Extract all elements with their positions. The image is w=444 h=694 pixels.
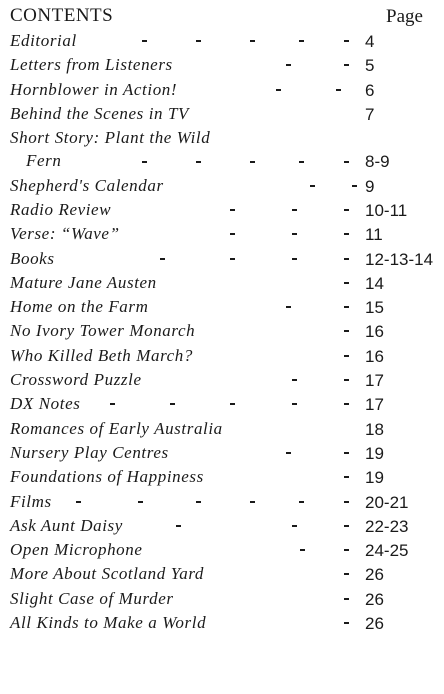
leader-dash xyxy=(230,209,235,211)
leader-dash xyxy=(310,185,315,187)
leader-dash xyxy=(344,403,349,405)
leader-dash xyxy=(344,622,349,624)
leader-dash xyxy=(230,258,235,260)
toc-entry-title: Who Killed Beth March? xyxy=(10,345,194,365)
toc-entry xyxy=(10,392,440,416)
toc-entry xyxy=(10,247,440,271)
leader-dash xyxy=(344,40,349,42)
leader-dash xyxy=(344,306,349,308)
contents-heading: CONTENTS xyxy=(10,5,114,26)
leader-dash xyxy=(160,258,165,260)
toc-entry-pages: 4 xyxy=(365,32,375,51)
toc-entry xyxy=(10,441,440,465)
toc-entry-title: Foundations of Happiness xyxy=(10,467,204,487)
leader-dash xyxy=(76,501,81,503)
toc-entry xyxy=(10,562,440,586)
page-column-heading: Page xyxy=(386,6,423,27)
toc-entry-title: No Ivory Tower Monarch xyxy=(10,321,196,341)
leader-dash xyxy=(138,501,143,503)
toc-entry-title: Nursery Play Centres xyxy=(10,442,169,462)
leader-dash xyxy=(292,379,297,381)
table-of-contents xyxy=(10,29,440,635)
leader-dash xyxy=(344,282,349,284)
leader-dash xyxy=(300,549,305,551)
toc-entry-pages: 18 xyxy=(365,419,384,439)
leader-dash xyxy=(286,452,291,454)
toc-entry xyxy=(10,222,440,246)
toc-entry xyxy=(10,368,440,392)
toc-entry-title: Crossword Puzzle xyxy=(10,370,142,390)
leader-dash xyxy=(344,379,349,381)
toc-entry xyxy=(10,417,440,441)
toc-entry-title: Radio Review xyxy=(10,199,112,219)
leader-dash xyxy=(344,161,349,163)
toc-entry-title: Open Microphone xyxy=(10,540,143,560)
toc-entry-title: Verse: “Wave” xyxy=(10,224,120,244)
toc-entry xyxy=(10,102,440,126)
leader-dash xyxy=(250,501,255,503)
toc-entry xyxy=(10,78,440,102)
leader-dash xyxy=(292,258,297,260)
leader-dash xyxy=(292,233,297,235)
toc-entry-pages: 16 xyxy=(365,346,384,366)
toc-entry-pages: 22-23 xyxy=(365,516,409,536)
toc-entry xyxy=(10,29,440,53)
leader-dash xyxy=(292,209,297,211)
toc-entry-title: Letters from Listeners xyxy=(10,55,173,75)
toc-entry xyxy=(10,538,440,562)
leader-dash xyxy=(344,501,349,503)
toc-entry-pages: 14 xyxy=(365,273,384,293)
toc-entry-pages: 6 xyxy=(365,80,375,100)
toc-entry xyxy=(10,198,440,222)
toc-entry-title: Slight Case of Murder xyxy=(10,588,174,608)
leader-dash xyxy=(344,233,349,235)
toc-entry-pages: 10-11 xyxy=(365,200,408,220)
toc-entry xyxy=(10,295,440,319)
leader-dash xyxy=(176,525,181,527)
leader-dash xyxy=(299,161,304,163)
toc-entry-title: More About Scotland Yard xyxy=(10,564,205,584)
leader-dash xyxy=(336,89,341,91)
leader-dash xyxy=(230,233,235,235)
toc-entry-title: Mature Jane Austen xyxy=(10,272,157,292)
toc-entry-pages: 24-25 xyxy=(365,541,409,561)
toc-entry xyxy=(10,344,440,368)
toc-entry-title: DX Notes xyxy=(10,394,81,414)
toc-entry-pages: 8-9 xyxy=(365,152,390,172)
leader-dash xyxy=(250,161,255,163)
toc-entry-title: Hornblower in Action! xyxy=(10,79,178,99)
leader-dash xyxy=(344,598,349,600)
toc-entry-pages: 11 xyxy=(365,225,383,245)
leader-dash xyxy=(344,549,349,551)
toc-entry-title: Books xyxy=(10,248,55,268)
toc-entry-pages: 17 xyxy=(365,371,384,391)
toc-entry-pages: 26 xyxy=(365,589,384,609)
leader-dash xyxy=(344,452,349,454)
toc-entry-pages: 19 xyxy=(365,468,384,488)
leader-dash xyxy=(344,355,349,357)
toc-entry-title: Shepherd's Calendar xyxy=(10,175,164,195)
leader-dash xyxy=(299,40,304,42)
toc-entry xyxy=(10,126,440,174)
toc-entry-pages: 5 xyxy=(365,56,375,76)
toc-entry-pages: 20-21 xyxy=(365,492,409,512)
leader-dash xyxy=(292,525,297,527)
toc-entry xyxy=(10,174,440,198)
leader-dash xyxy=(344,258,349,260)
toc-entry-title xyxy=(10,126,210,172)
leader-dash xyxy=(196,40,201,42)
leader-dash xyxy=(196,501,201,503)
leader-dash xyxy=(286,306,291,308)
toc-entry xyxy=(10,319,440,343)
toc-entry-pages: 16 xyxy=(365,322,384,342)
leader-dash xyxy=(170,403,175,405)
leader-dash xyxy=(344,330,349,332)
leader-dash xyxy=(196,161,201,163)
toc-entry xyxy=(10,271,440,295)
leader-dash xyxy=(142,161,147,163)
toc-entry xyxy=(10,514,440,538)
leader-dash xyxy=(344,209,349,211)
leader-dash xyxy=(292,403,297,405)
leader-dash xyxy=(286,64,291,66)
toc-entry-pages: 12-13-14 xyxy=(365,249,434,269)
toc-entry-pages: 17 xyxy=(365,395,384,415)
toc-entry-title-line: Short Story: Plant the Wild xyxy=(10,128,211,148)
leader-dash xyxy=(344,573,349,575)
toc-entry-pages: 26 xyxy=(365,614,384,634)
toc-entry-pages: 15 xyxy=(365,298,384,318)
leader-dash xyxy=(230,403,235,405)
leader-dash xyxy=(142,40,147,42)
toc-entry-title-continuation: Fern xyxy=(26,151,62,171)
toc-entry-pages: 9 xyxy=(365,176,375,196)
leader-dash xyxy=(344,525,349,527)
leader-dash xyxy=(276,89,281,91)
toc-entry-pages: 7 xyxy=(365,104,375,124)
toc-entry-title: Ask Aunt Daisy xyxy=(10,515,123,535)
toc-entry-pages: 19 xyxy=(365,443,384,463)
toc-entry xyxy=(10,490,440,514)
toc-entry xyxy=(10,611,440,635)
leader-dash xyxy=(344,64,349,66)
toc-entry xyxy=(10,53,440,77)
leader-dash xyxy=(250,40,255,42)
toc-entry-title: Editorial xyxy=(10,31,77,50)
toc-entry-title: All Kinds to Make a World xyxy=(10,613,207,633)
toc-entry-title: Behind the Scenes in TV xyxy=(10,103,190,123)
toc-entry-title: Romances of Early Australia xyxy=(10,418,223,438)
leader-dash xyxy=(352,185,357,187)
toc-entry-pages: 26 xyxy=(365,565,384,585)
toc-entry xyxy=(10,587,440,611)
leader-dash xyxy=(299,501,304,503)
toc-entry-title: Films xyxy=(10,491,52,511)
toc-entry-title: Home on the Farm xyxy=(10,297,149,317)
leader-dash xyxy=(344,476,349,478)
leader-dash xyxy=(110,403,115,405)
toc-entry xyxy=(10,465,440,489)
